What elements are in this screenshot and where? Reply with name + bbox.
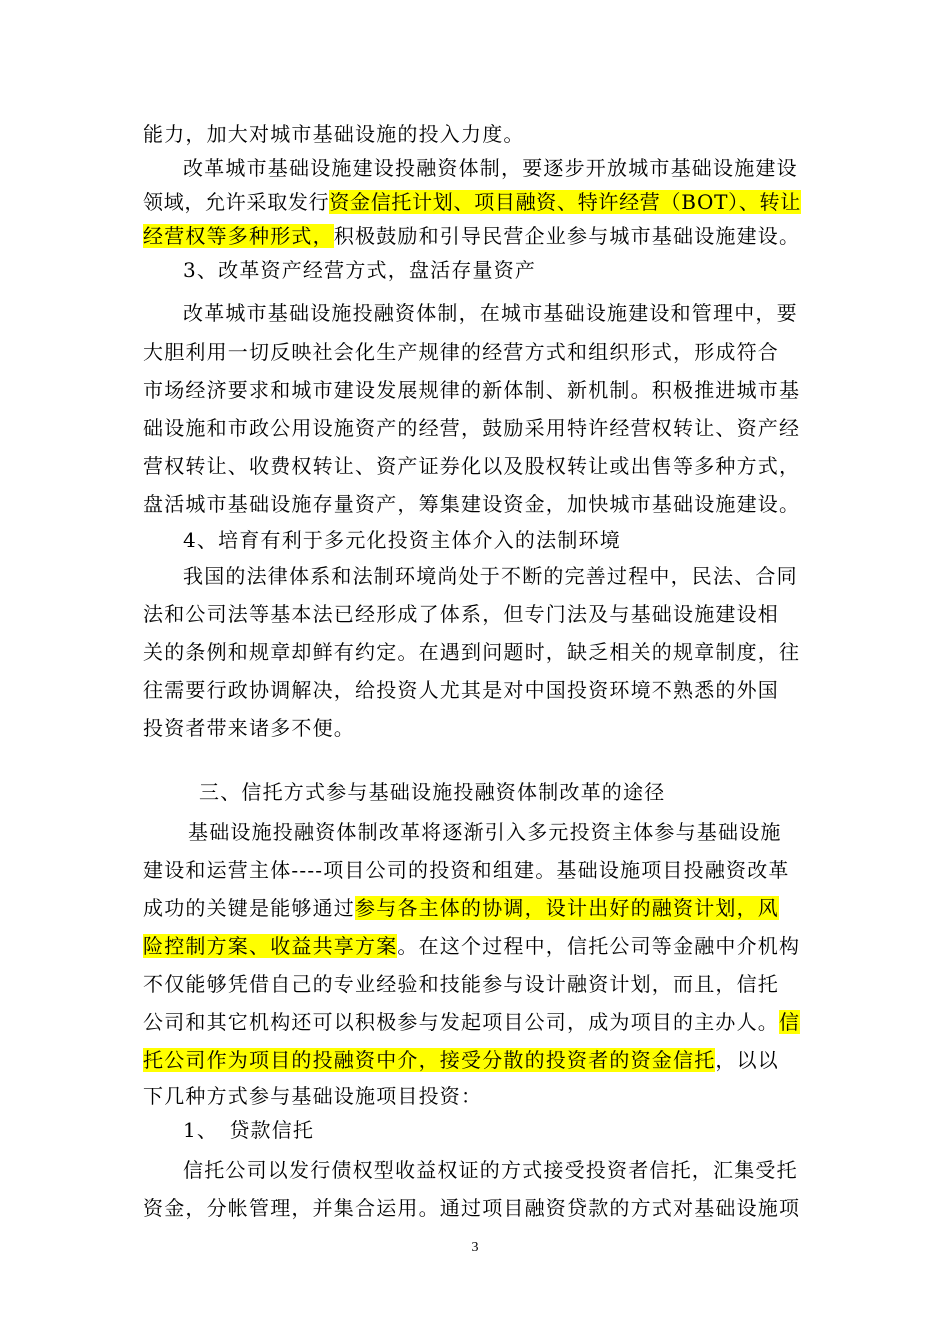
text-segment: 领域，允许采取发行 [143,190,330,214]
text-segment: 。在这个过程中，信托公司等金融中介机构 [397,934,801,958]
text-line: 往需要行政协调解决，给投资人尤其是对中国投资环境不熟悉的外国 [143,678,779,702]
text-line [143,932,800,960]
text-segment: 成功的关键是能够通过 [143,896,355,920]
paragraph-start: 信托公司以发行债权型收益权证的方式接受投资者信托，汇集受托 [183,1158,798,1182]
text-line: 能力，加大对城市基础设施的投入力度。 [143,122,525,146]
highlighted-text: 托公司作为项目的投融资中介，接受分散的投资者的资金信托 [143,1048,716,1072]
section-heading: 4、培育有利于多元化投资主体介入的法制环境 [183,528,621,552]
highlighted-text: 经营权等多种形式， [143,224,334,248]
section-heading: 3、改革资产经营方式，盘活存量资产 [183,258,537,282]
text-line: 市场经济要求和城市建设发展规律的新体制、新机制。积极推进城市基 [143,378,801,402]
text-line: 法和公司法等基本法已经形成了体系，但专门法及与基础设施建设相 [143,602,779,626]
text-line [143,188,801,216]
text-line: 资金，分帐管理，并集合运用。通过项目融资贷款的方式对基础设施项 [143,1196,801,1220]
text-line: 建设和运营主体----项目公司的投资和组建。基础设施项目投融资改革 [143,858,790,882]
chapter-heading: 三、信托方式参与基础设施投融资体制改革的途径 [199,780,666,804]
text-line [143,1008,800,1036]
paragraph-start: 基础设施投融资体制改革将逐渐引入多元投资主体参与基础设施 [188,820,782,844]
text-segment: 积极鼓励和引导民营企业参与城市基础设施建设。 [333,224,801,248]
text-line: 营权转让、收费权转让、资产证券化以及股权转让或出售等多种方式， [143,454,801,478]
text-line: 不仅能够凭借自己的专业经验和技能参与设计融资计划，而且，信托 [143,972,779,996]
highlighted-text: 信 [779,1010,801,1034]
paragraph-start: 改革城市基础设施建设投融资体制，要逐步开放城市基础设施建设 [183,156,798,180]
section-heading: 1、 贷款信托 [183,1118,315,1142]
text-line: 大胆利用一切反映社会化生产规律的经营方式和组织形式，形成符合 [143,340,779,364]
highlighted-text: 参与各主体的协调，设计出好的融资计划，风 [355,896,779,920]
highlighted-text: 资金信托计划、项目融资、特许经营（BOT）、转让 [329,190,801,214]
text-line: 盘活城市基础设施存量资产，筹集建设资金，加快城市基础设施建设。 [143,492,801,516]
text-line [143,222,800,250]
text-line: 投资者带来诸多不便。 [143,716,355,740]
paragraph-start: 改革城市基础设施投融资体制，在城市基础设施建设和管理中，要 [183,301,798,325]
paragraph-start: 我国的法律体系和法制环境尚处于不断的完善过程中，民法、合同 [183,564,798,588]
text-line: 下几种方式参与基础设施项目投资： [143,1084,483,1108]
page-number: 3 [471,1240,479,1255]
text-line [143,1046,779,1074]
text-line [143,894,779,922]
text-line: 关的条例和规章却鲜有约定。在遇到问题时，缺乏相关的规章制度，往 [143,640,801,664]
text-segment: ，以以 [715,1048,780,1072]
highlighted-text: 险控制方案、收益共享方案 [143,934,398,958]
text-line: 础设施和市政公用设施资产的经营，鼓励采用特许经营权转让、资产经 [143,416,801,440]
text-segment: 公司和其它机构还可以积极参与发起项目公司，成为项目的主办人。 [143,1010,779,1034]
